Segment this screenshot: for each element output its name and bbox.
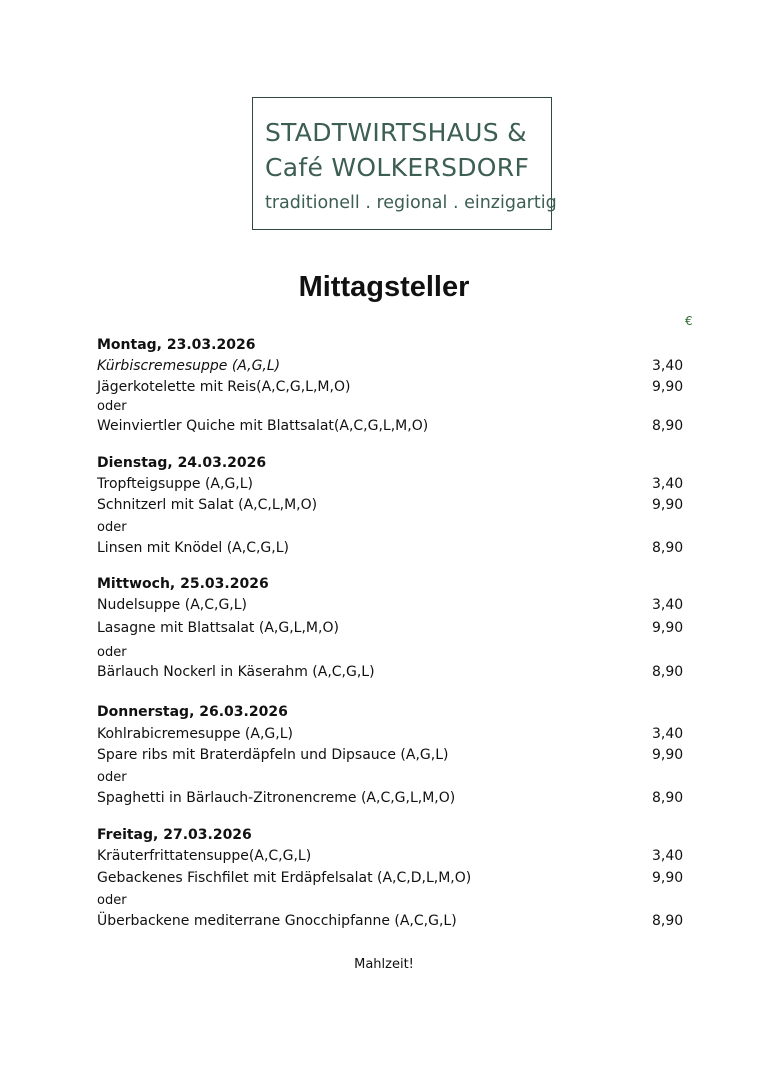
menu-item-main-2: Überbackene mediterrane Gnocchipfanne (A,C,G,L) 8,90 — [97, 910, 687, 932]
price: 8,90 — [652, 790, 684, 806]
day-heading-friday: Freitag, 27.03.2026 — [97, 827, 252, 843]
day-heading-wednesday: Mittwoch, 25.03.2026 — [97, 576, 269, 592]
menu-item-soup: Tropfteigsuppe (A,G,L) 3,40 — [97, 473, 687, 495]
price: 8,90 — [652, 418, 684, 434]
or-separator: oder — [97, 520, 127, 535]
price: 3,40 — [652, 726, 684, 742]
price: 8,90 — [652, 540, 684, 556]
day-heading-thursday: Donnerstag, 26.03.2026 — [97, 704, 288, 720]
menu-item-soup: Kohlrabicremesuppe (A,G,L) 3,40 — [97, 723, 687, 745]
menu-item-main-1: Schnitzerl mit Salat (A,C,L,M,O) 9,90 — [97, 494, 687, 516]
price: 3,40 — [652, 476, 684, 492]
menu-item-soup: Kürbiscremesuppe (A,G,L) 3,40 — [97, 355, 687, 377]
day-heading-monday: Montag, 23.03.2026 — [97, 337, 256, 353]
logo-line-2: Café WOLKERSDORF — [265, 153, 530, 182]
price: 9,90 — [652, 620, 684, 636]
restaurant-logo — [252, 97, 557, 230]
price: 9,90 — [652, 497, 684, 513]
menu-item-soup: Nudelsuppe (A,C,G,L) 3,40 — [97, 594, 687, 616]
price: 3,40 — [652, 848, 684, 864]
logo-tagline: traditionell . regional . einzigartig — [265, 193, 557, 213]
price: 3,40 — [652, 597, 684, 613]
menu-item-main-2: Weinviertler Quiche mit Blattsalat(A,C,G,L,M,O) 8,90 — [97, 415, 687, 437]
currency-symbol: € — [685, 314, 693, 328]
menu-item-main-1: Gebackenes Fischfilet mit Erdäpfelsalat (A,C,D,L,M,O) 9,90 — [97, 867, 687, 889]
price: 9,90 — [652, 747, 684, 763]
logo-line-1: STADTWIRTSHAUS & — [265, 118, 527, 147]
price: 8,90 — [652, 913, 684, 929]
closing-greeting: Mahlzeit! — [354, 957, 414, 972]
price: 9,90 — [652, 870, 684, 886]
price: 8,90 — [652, 664, 684, 680]
menu-item-main-1: Jägerkotelette mit Reis(A,C,G,L,M,O) 9,90 — [97, 376, 687, 398]
page-title: Mittagsteller — [298, 271, 470, 303]
price: 3,40 — [652, 358, 684, 374]
menu-item-main-1: Spare ribs mit Braterdäpfeln und Dipsauce (A,G,L) 9,90 — [97, 744, 687, 766]
menu-item-main-1: Lasagne mit Blattsalat (A,G,L,M,O) 9,90 — [97, 617, 687, 639]
menu-item-main-2: Spaghetti in Bärlauch-Zitronencreme (A,C,G,L,M,O) 8,90 — [97, 787, 687, 809]
menu-item-main-2: Linsen mit Knödel (A,C,G,L) 8,90 — [97, 537, 687, 559]
or-separator: oder — [97, 770, 127, 785]
or-separator: oder — [97, 645, 127, 660]
or-separator: oder — [97, 399, 127, 414]
day-heading-tuesday: Dienstag, 24.03.2026 — [97, 455, 267, 471]
menu-item-main-2: Bärlauch Nockerl in Käserahm (A,C,G,L) 8,90 — [97, 661, 687, 683]
or-separator: oder — [97, 893, 127, 908]
menu-item-soup: Kräuterfrittatensuppe(A,C,G,L) 3,40 — [97, 845, 687, 867]
price: 9,90 — [652, 379, 684, 395]
